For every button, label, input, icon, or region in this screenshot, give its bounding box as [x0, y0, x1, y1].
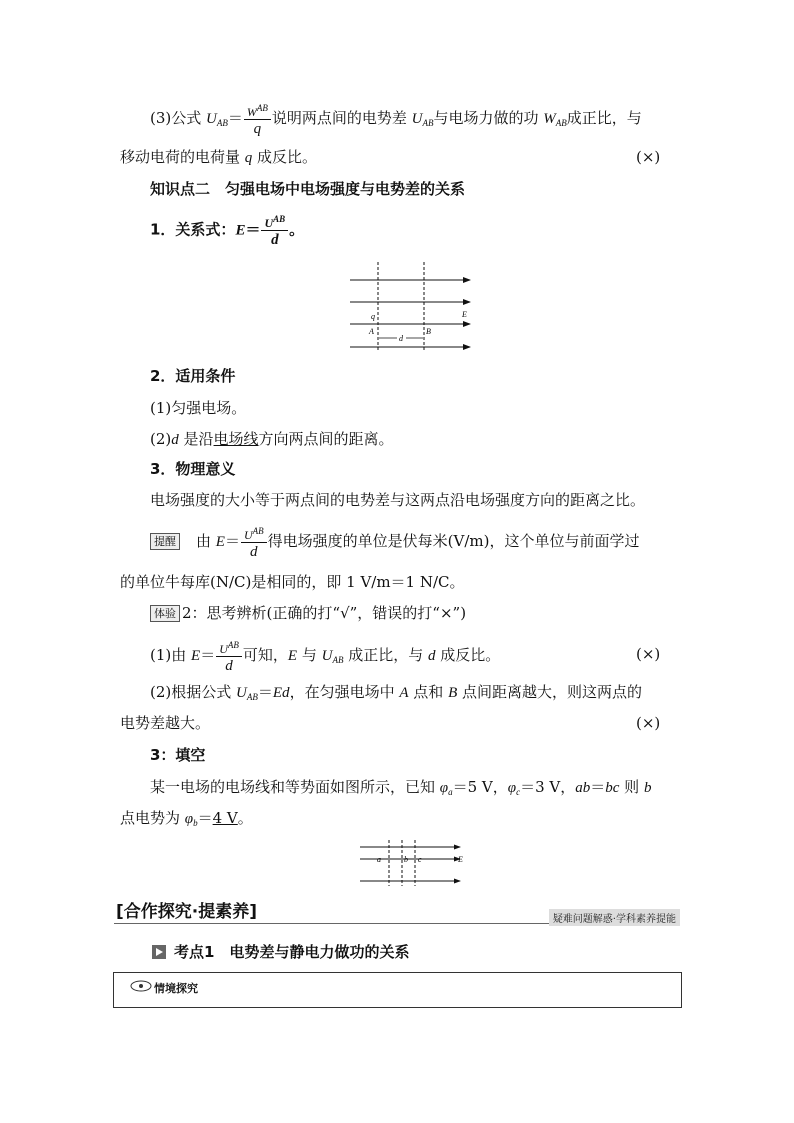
fill-line-1 [150, 780, 651, 797]
label-d: d [399, 334, 403, 343]
underlined-term: 电场线 [213, 430, 259, 448]
label-c: c [418, 855, 422, 864]
equals: ＝ [200, 646, 216, 664]
var-d2: d [428, 648, 436, 664]
item3-line2 [120, 150, 317, 166]
item3-text1: 说明两点间的电势差 [271, 109, 412, 127]
fill-line-2 [120, 811, 253, 828]
relation-prefix: 1．关系式： [150, 220, 236, 239]
fill-line2: 点电势为 [120, 809, 185, 827]
sup-ab: AB [256, 103, 268, 113]
condition-1: (1)匀强电场。 [150, 399, 247, 417]
fill-v2: ＝3 V， [520, 778, 576, 796]
fraction-u-over-d [261, 212, 288, 248]
sub-ab3: AB [555, 118, 567, 128]
j1-b: 可知， [242, 646, 288, 664]
var-u: U [264, 216, 274, 230]
var-phi: φ [439, 780, 449, 796]
field-lines-diagram-1 [340, 258, 480, 354]
answer: 4 V [212, 809, 238, 827]
fraction-u-over-d [241, 524, 267, 560]
var-phi: φ [507, 780, 517, 796]
scenario-icon [130, 979, 152, 993]
sub-ab: AB [216, 118, 228, 128]
item3-line2-end: 成反比。 [252, 148, 318, 166]
var-w: W [246, 105, 257, 119]
sub-c: c [516, 787, 521, 797]
item3-line2-text: 移动电荷的电荷量 [120, 148, 245, 166]
tip-line-2: 的单位牛每库(N/C)是相同的，即 1 V/m＝1 N/C。 [120, 573, 465, 591]
equals: ＝ [245, 220, 261, 239]
var-u: U [243, 528, 253, 542]
j1-end: 成反比。 [435, 646, 501, 664]
equals: ＝ [224, 532, 240, 550]
relation-suffix: 。 [289, 220, 305, 239]
var-e: E [215, 534, 225, 550]
j1-c: 与 [297, 646, 322, 664]
label-e: E [458, 855, 463, 864]
judgment-2-mark: (×) [636, 714, 661, 732]
condition-2-a: 是沿 [178, 430, 214, 448]
var-b: b [643, 780, 652, 796]
var-d: d [225, 658, 233, 674]
var-u2: U [411, 111, 423, 127]
topic-1-text: 考点1 电势差与静电力做功的关系 [174, 943, 410, 961]
sub-ab2: AB [422, 118, 434, 128]
sub-b: b [193, 818, 198, 828]
fill-end: 。 [237, 809, 253, 827]
var-b: B [448, 685, 458, 701]
fill-then: 则 [619, 778, 644, 796]
judgment-2-line-1 [150, 685, 642, 702]
fraction-u-over-d [216, 638, 242, 674]
sup-ab: AB [252, 526, 264, 536]
topic-1 [152, 945, 409, 960]
conditions-title: 2．适用条件 [150, 367, 236, 385]
var-u: U [219, 642, 228, 656]
meaning-title: 3．物理意义 [150, 460, 236, 478]
fill-v1: ＝5 V， [452, 778, 508, 796]
var-e: E [191, 648, 201, 664]
var-u: U [206, 111, 217, 127]
equals: ＝ [227, 109, 243, 127]
item3-mark: (×) [636, 148, 661, 166]
play-icon [152, 945, 166, 959]
judgment-2-line-2: 电势差越大。 [120, 714, 211, 732]
label-a: a [377, 855, 381, 864]
section-title: [合作探究·提素养] [116, 902, 257, 922]
knowledge-point-title: 知识点二 匀强电场中电场强度与电势差的关系 [150, 180, 466, 198]
label-q: q [371, 312, 375, 321]
var-phi: φ [184, 811, 194, 827]
fill-a: 某一电场的电场线和等势面如图所示，已知 [150, 778, 440, 796]
relation-formula [150, 212, 304, 248]
var-u2: U [321, 648, 333, 664]
condition-2-b: 方向两点间的距离。 [258, 430, 394, 448]
j2-a: (2)根据公式 [150, 683, 237, 701]
item3-prefix: (3)公式 [150, 109, 207, 127]
label-b: b [404, 855, 408, 864]
var-q: q [253, 121, 262, 137]
var-u: U [236, 685, 247, 701]
fraction-w-over-q [244, 101, 271, 137]
meaning-text: 电场强度的大小等于两点间的电势差与这两点沿电场强度方向的距离之比。 [150, 491, 646, 509]
sup-ab: AB [227, 640, 239, 650]
equals: ＝ [257, 683, 273, 701]
experience-tag: 体验 [150, 605, 180, 622]
item3-text3: 成正比，与 [566, 109, 642, 127]
var-e2: E [287, 648, 298, 664]
var-w2: W [543, 111, 556, 127]
equals: ＝ [590, 778, 606, 796]
var-q2: q [244, 150, 253, 166]
judgment-1 [150, 638, 500, 674]
var-ab: ab [575, 780, 591, 796]
var-d: d [171, 432, 179, 448]
var-bc: bc [605, 780, 620, 796]
j2-c: ，在匀强电场中 [289, 683, 400, 701]
j1-a: (1)由 [150, 646, 192, 664]
var-d: d [250, 544, 258, 560]
tip-b: 得电场强度的单位是伏每米(V/m)，这个单位与前面学过 [267, 532, 640, 550]
sub-a: a [448, 787, 453, 797]
var-d: d [271, 232, 279, 248]
var-ed: Ed [272, 685, 290, 701]
sup-ab: AB [273, 214, 286, 224]
label-b: B [426, 327, 431, 336]
label-e: E [462, 310, 467, 319]
judgment-1-mark: (×) [636, 645, 661, 663]
var-a: A [399, 685, 409, 701]
item3-text2: 与电场力做的功 [433, 109, 544, 127]
condition-2 [150, 432, 394, 448]
field-lines-diagram-2 [352, 838, 474, 888]
condition-2-prefix: (2) [150, 430, 172, 448]
tip-line-1 [150, 524, 639, 560]
experience-2-heading [150, 605, 466, 622]
experience-text: 2：思考辨析(正确的打“√”，错误的打“×”) [182, 604, 467, 622]
sub-ab: AB [246, 692, 258, 702]
fill-title: 3：填空 [150, 746, 206, 764]
equals: ＝ [197, 809, 213, 827]
j2-e: 点间距离越大，则这两点的 [457, 683, 643, 701]
tip-tag: 提醒 [150, 533, 180, 550]
j2-d: 点和 [408, 683, 449, 701]
sub-ab: AB [332, 655, 344, 665]
tip-a: 由 [196, 532, 216, 550]
j1-d-text: 成正比，与 [343, 646, 429, 664]
item3-line1 [150, 101, 642, 137]
scenario-box [113, 972, 682, 1008]
label-a: A [369, 327, 374, 336]
section-tag: 疑难问题解惑·学科素养提能 [549, 909, 680, 926]
scenario-title: 情境探究 [154, 982, 198, 995]
var-e: E [235, 222, 246, 239]
